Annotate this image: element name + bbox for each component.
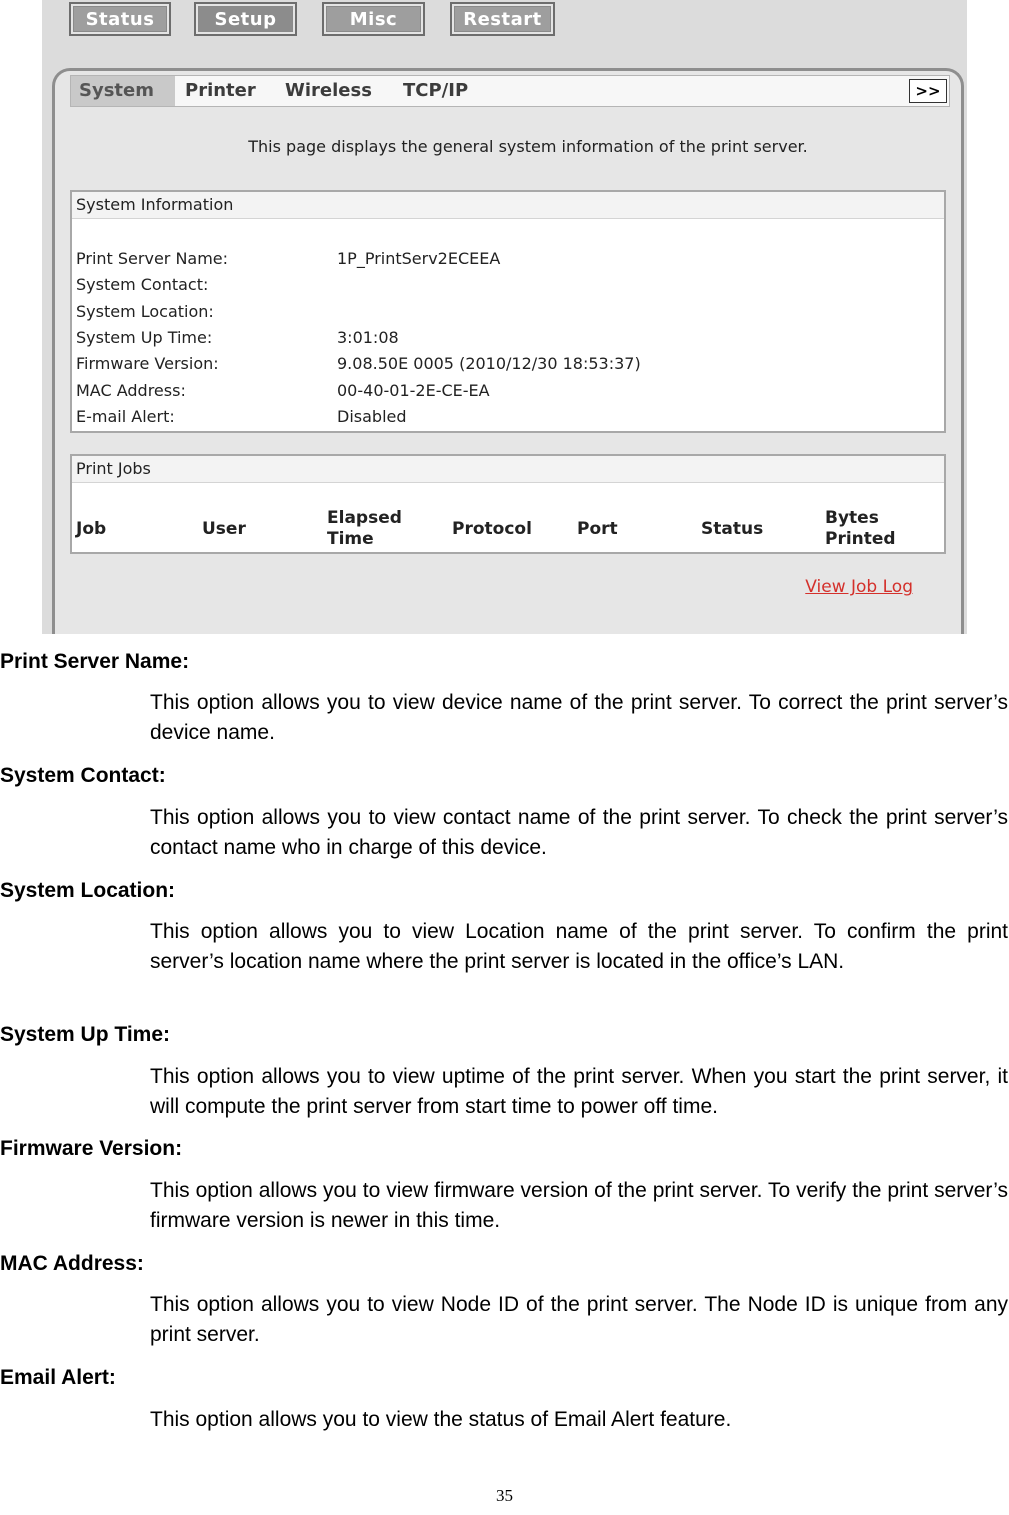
col-job: Job — [76, 519, 107, 539]
more-tabs-button[interactable]: >> — [909, 79, 947, 103]
info-value: 00-40-01-2E-CE-EA — [337, 381, 490, 400]
info-value: 1P_PrintServ2ECEEA — [337, 249, 501, 268]
info-label: Print Server Name: — [76, 249, 229, 268]
tab-bar — [70, 75, 950, 107]
info-value: 3:01:08 — [337, 328, 399, 347]
info-label: System Up Time: — [76, 328, 213, 347]
info-label: MAC Address: — [76, 381, 186, 400]
misc-button[interactable]: Misc — [322, 2, 425, 36]
tab-tcpip[interactable]: TCP/IP — [403, 80, 469, 101]
desc-firmware-version: This option allows you to view firmware version of the print server. To verify the print server’s firmware version is newer in this time. — [150, 1179, 1008, 1232]
col-port: Port — [577, 519, 618, 539]
setup-panel — [52, 68, 964, 634]
info-value: 9.08.50E 0005 (2010/12/30 18:53:37) — [337, 354, 641, 373]
print-jobs-header-row — [72, 506, 944, 554]
desc-system-up-time: This option allows you to view uptime of the print server. When you start the print server, it will compute the print server from start time to power off time. — [150, 1065, 1008, 1118]
restart-button[interactable]: Restart — [450, 2, 555, 36]
print-jobs-title: Print Jobs — [72, 456, 944, 483]
desc-system-contact: This option allows you to view contact name of the print server. To check the print server’s contact name who in charge of this device. — [150, 806, 1008, 859]
info-label: E-mail Alert: — [76, 407, 175, 426]
term-mac-address: MAC Address: — [0, 1252, 144, 1275]
web-admin-screenshot — [42, 0, 967, 634]
desc-mac-address: This option allows you to view Node ID of the print server. The Node ID is unique from any print server. — [150, 1293, 1008, 1346]
term-system-contact: System Contact: — [0, 764, 166, 787]
col-elapsed-time: Elapsed Time — [327, 508, 402, 549]
info-value: Disabled — [337, 407, 407, 426]
system-information-box — [70, 190, 946, 433]
print-jobs-box — [70, 454, 946, 554]
term-system-location: System Location: — [0, 879, 176, 902]
view-job-log-link[interactable]: View Job Log — [805, 577, 913, 597]
term-email-alert: Email Alert: — [0, 1366, 116, 1389]
term-system-up-time: System Up Time: — [0, 1023, 170, 1046]
desc-email-alert: This option allows you to view the status of Email Alert feature. — [150, 1408, 732, 1431]
desc-system-location: This option allows you to view Location name of the print server. To confirm the print server’s location name where the print server is located in the office’s LAN. — [150, 920, 1008, 973]
col-protocol: Protocol — [452, 519, 532, 539]
system-information-title: System Information — [72, 192, 944, 219]
tab-wireless[interactable]: Wireless — [285, 80, 372, 101]
info-label: System Contact: — [76, 275, 209, 294]
term-firmware-version: Firmware Version: — [0, 1137, 183, 1160]
term-print-server-name: Print Server Name: — [0, 650, 190, 673]
page-description: This page displays the general system information of the print server. — [248, 137, 808, 156]
col-bytes-printed: Bytes Printed — [825, 508, 896, 549]
info-label: System Location: — [76, 302, 214, 321]
status-button[interactable]: Status — [69, 2, 171, 36]
tab-printer[interactable]: Printer — [185, 80, 256, 101]
col-user: User — [202, 519, 246, 539]
info-label: Firmware Version: — [76, 354, 219, 373]
desc-print-server-name: This option allows you to view device name of the print server. To correct the print server’s device name. — [150, 691, 1008, 744]
page-number: 35 — [496, 1486, 513, 1505]
tab-system[interactable]: System — [71, 76, 175, 106]
setup-button[interactable]: Setup — [194, 2, 297, 36]
col-status: Status — [701, 519, 764, 539]
